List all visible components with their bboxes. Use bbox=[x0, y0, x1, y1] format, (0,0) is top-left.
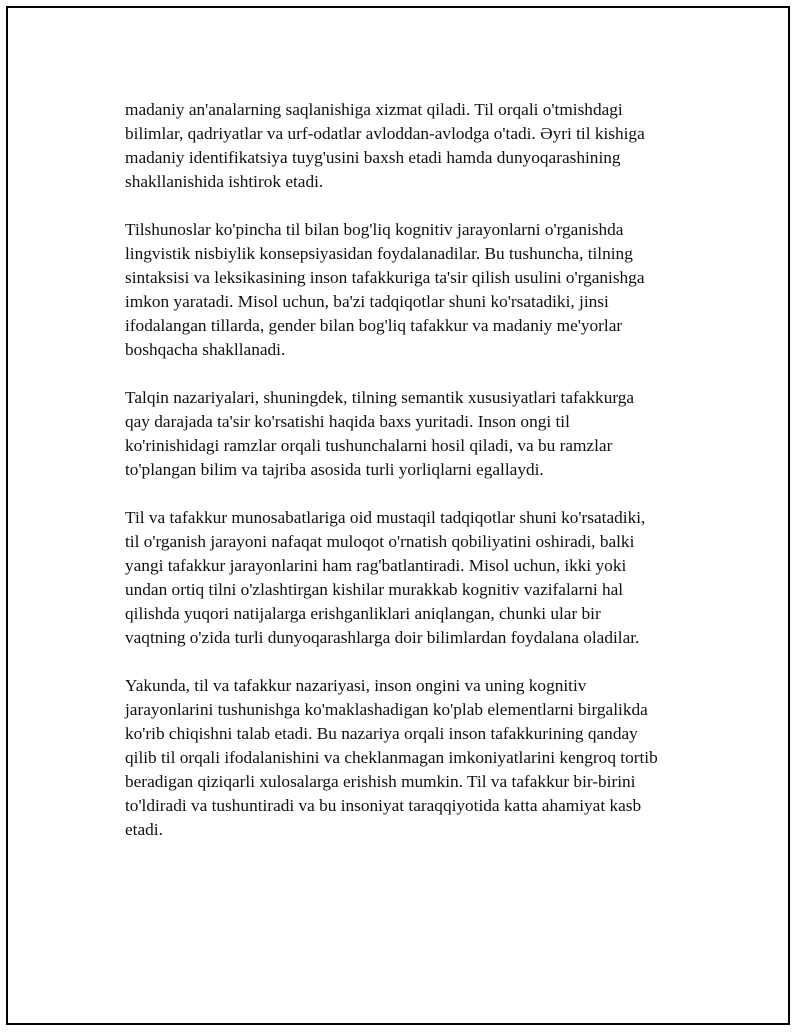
text-line: Yakunda, til va tafakkur nazariyasi, inson ongini va uning kognitiv bbox=[125, 676, 587, 695]
paragraph-1 bbox=[125, 98, 695, 194]
document-body bbox=[125, 98, 695, 866]
text-line: jarayonlarini tushunishga ko'maklashadigan ko'plab elementlarni birgalikda bbox=[125, 700, 648, 719]
paragraph-4 bbox=[125, 506, 695, 650]
text-line: qay darajada ta'sir ko'rsatishi haqida baxs yuritadi. Inson ongi til bbox=[125, 412, 570, 431]
paragraph-3 bbox=[125, 386, 695, 482]
text-line: ko'rinishidagi ramzlar orqali tushunchalarni hosil qiladi, va bu ramzlar bbox=[125, 436, 613, 455]
text-line: to'ldiradi va tushuntiradi va bu insoniyat taraqqiyotida katta ahamiyat kasb bbox=[125, 796, 642, 815]
text-line: sintaksisi va leksikasining inson tafakkuriga ta'sir qilish usulini o'rganishga bbox=[125, 268, 645, 287]
text-line: Tilshunoslar ko'pincha til bilan bog'liq kognitiv jarayonlarni o'rganishda bbox=[125, 220, 624, 239]
text-line: to'plangan bilim va tajriba asosida turli yorliqlarni egallaydi. bbox=[125, 460, 544, 479]
text-line: boshqacha shakllanadi. bbox=[125, 340, 286, 359]
text-line: Til va tafakkur munosabatlariga oid mustaqil tadqiqotlar shuni ko'rsatadiki, bbox=[125, 508, 646, 527]
text-line: undan ortiq tilni o'zlashtirgan kishilar murakkab kognitiv vazifalarni hal bbox=[125, 580, 624, 599]
text-line: imkon yaratadi. Misol uchun, ba'zi tadqiqotlar shuni ko'rsatadiki, jinsi bbox=[125, 292, 609, 311]
text-line: til o'rganish jarayoni nafaqat muloqot o'rnatish qobiliyatini oshiradi, balki bbox=[125, 532, 635, 551]
text-line: ifodalangan tillarda, gender bilan bog'liq tafakkur va madaniy me'yorlar bbox=[125, 316, 623, 335]
text-line: vaqtning o'zida turli dunyoqarashlarga doir bilimlardan foydalana oladilar. bbox=[125, 628, 640, 647]
text-line: etadi. bbox=[125, 820, 163, 839]
text-line: beradigan qiziqarli xulosalarga erishish mumkin. Til va tafakkur bir-birini bbox=[125, 772, 636, 791]
text-line: qilib til orqali ifodalanishini va cheklanmagan imkoniyatlarini kengroq tortib bbox=[125, 748, 658, 767]
text-line: lingvistik nisbiylik konsepsiyasidan foydalanadilar. Bu tushuncha, tilning bbox=[125, 244, 633, 263]
page-frame bbox=[6, 6, 790, 1025]
text-line: shakllanishida ishtirok etadi. bbox=[125, 172, 324, 191]
text-line: madaniy identifikatsiya tuyg'usini baxsh etadi hamda dunyoqarashining bbox=[125, 148, 621, 167]
text-line: ko'rib chiqishni talab etadi. Bu nazariya orqali inson tafakkurining qanday bbox=[125, 724, 638, 743]
text-line: Talqin nazariyalari, shuningdek, tilning semantik xususiyatlari tafakkurga bbox=[125, 388, 635, 407]
text-line: yangi tafakkur jarayonlarini ham rag'batlantiradi. Misol uchun, ikki yoki bbox=[125, 556, 627, 575]
text-line: qilishda yuqori natijalarga erishganliklari aniqlangan, chunki ular bir bbox=[125, 604, 601, 623]
paragraph-5 bbox=[125, 674, 695, 842]
text-line: madaniy an'analarning saqlanishiga xizmat qiladi. Til orqali o'tmishdagi bbox=[125, 100, 623, 119]
text-line: bilimlar, qadriyatlar va urf-odatlar avloddan-avlodga o'tadi. Əyri til kishiga bbox=[125, 124, 645, 143]
paragraph-2 bbox=[125, 218, 695, 362]
